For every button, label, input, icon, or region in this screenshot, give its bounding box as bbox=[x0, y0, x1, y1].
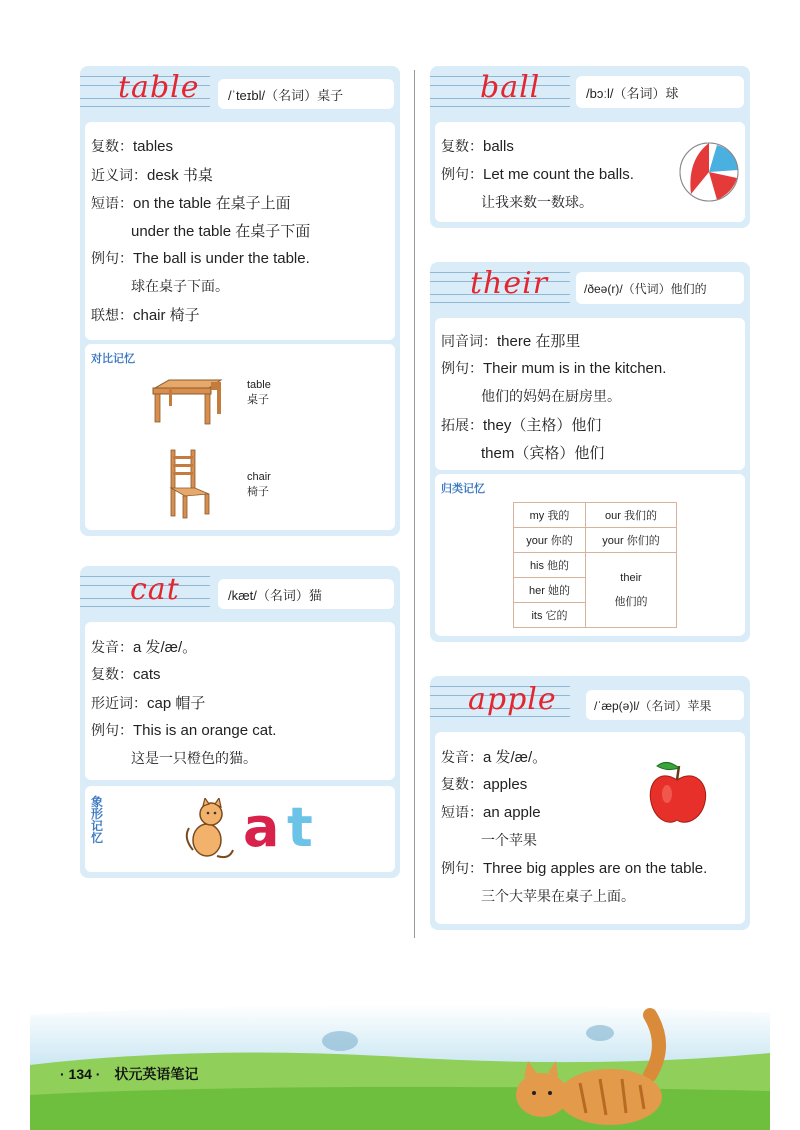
table-cell: your 你的 bbox=[514, 528, 586, 553]
headword: table bbox=[118, 70, 200, 105]
note-line: 拓展：they（主格）他们 bbox=[441, 417, 602, 434]
note-line: 一个苹果 bbox=[481, 833, 537, 849]
note-line: 三个大苹果在桌子上面。 bbox=[481, 889, 635, 905]
table-cell: our 我们的 bbox=[586, 503, 677, 528]
notes-panel bbox=[85, 122, 395, 340]
note-line: 复数：apples bbox=[441, 776, 528, 793]
memory-title: 归类记忆 bbox=[441, 483, 485, 495]
note-line: 短语：an apple bbox=[441, 804, 541, 821]
pronoun-table bbox=[513, 502, 677, 628]
note-line: 让我来数一数球。 bbox=[481, 195, 593, 211]
note-line: 他们的妈妈在厨房里。 bbox=[481, 389, 621, 405]
note-line: 例句：Their mum is in the kitchen. bbox=[441, 360, 667, 377]
pronunciation-box: /bɔːl/（名词）球 bbox=[576, 76, 744, 108]
pronunciation-box: /ˈæp(ə)l/（名词）苹果 bbox=[586, 690, 744, 720]
note-line: 发音：a 发/æ/。 bbox=[441, 749, 548, 766]
memory-title: 对比记忆 bbox=[91, 353, 135, 365]
pronunciation-box: /ðeə(r)/（代词）他们的 bbox=[576, 272, 744, 304]
vocab-card-cat bbox=[80, 566, 400, 878]
table-cell: its 它的 bbox=[514, 603, 586, 628]
memory-panel bbox=[85, 344, 395, 530]
headword: their bbox=[470, 266, 549, 301]
note-line: under the table 在桌子下面 bbox=[131, 223, 311, 240]
table-cell: his 他的 bbox=[514, 553, 586, 578]
note-line: 例句：Let me count the balls. bbox=[441, 166, 634, 183]
vocab-card-table bbox=[80, 66, 400, 536]
note-line: 联想：chair 椅子 bbox=[91, 307, 200, 324]
notes-panel bbox=[435, 732, 745, 924]
table-cell-merged: their 他们的 bbox=[586, 553, 677, 628]
apple-icon bbox=[645, 758, 709, 828]
table-cell: her 她的 bbox=[514, 578, 586, 603]
page-number: · 134 · bbox=[60, 1066, 101, 1082]
notes-panel bbox=[85, 622, 395, 780]
memory-panel bbox=[85, 786, 395, 872]
pronunciation-box: /ˈteɪbl/（名词）桌子 bbox=[218, 79, 394, 109]
note-line: 近义词：desk 书桌 bbox=[91, 167, 213, 184]
note-line: 形近词：cap 帽子 bbox=[91, 695, 206, 712]
letter-t: t bbox=[287, 796, 313, 859]
note-line: 短语：on the table 在桌子上面 bbox=[91, 195, 291, 212]
note-line: 复数：balls bbox=[441, 138, 514, 155]
notes-panel bbox=[435, 318, 745, 470]
note-line: 复数：cats bbox=[91, 666, 161, 683]
chair-picture bbox=[161, 448, 217, 520]
headword: cat bbox=[130, 572, 180, 607]
table-cell: my 我的 bbox=[514, 503, 586, 528]
cat-drawing-icon bbox=[181, 798, 237, 862]
page-footer bbox=[60, 1064, 198, 1084]
grass-background bbox=[0, 995, 800, 1130]
vocab-card-ball bbox=[430, 66, 750, 228]
note-line: 例句：This is an orange cat. bbox=[91, 722, 277, 739]
memory-panel bbox=[435, 474, 745, 636]
vocab-card-their bbox=[430, 262, 750, 642]
book-title: 状元英语笔记 bbox=[114, 1066, 199, 1082]
pic-label: table 桌子 bbox=[247, 379, 271, 406]
headword: ball bbox=[480, 70, 541, 105]
note-line: 发音：a 发/æ/。 bbox=[91, 639, 198, 656]
memory-title: 象 形 记 忆 bbox=[91, 795, 104, 845]
beach-ball-icon bbox=[677, 140, 741, 204]
note-line: 同音词：there 在那里 bbox=[441, 333, 581, 350]
note-line: them（宾格）他们 bbox=[481, 445, 605, 462]
headword: apple bbox=[468, 682, 557, 717]
pic-label: chair 椅子 bbox=[247, 471, 271, 498]
note-line: 复数：tables bbox=[91, 138, 174, 155]
letter-a: a bbox=[243, 796, 280, 859]
notes-panel bbox=[435, 122, 745, 222]
table-picture bbox=[147, 372, 227, 432]
pronunciation-box: /kæt/（名词）猫 bbox=[218, 579, 394, 609]
kitten-picture bbox=[500, 1005, 670, 1130]
table-cell: your 你们的 bbox=[586, 528, 677, 553]
note-line: 例句：The ball is under the table. bbox=[91, 250, 310, 267]
note-line: 这是一只橙色的猫。 bbox=[131, 751, 257, 767]
note-line: 例句：Three big apples are on the table. bbox=[441, 860, 708, 877]
vocab-card-apple bbox=[430, 676, 750, 930]
note-line: 球在桌子下面。 bbox=[131, 279, 229, 295]
column-divider bbox=[414, 70, 415, 938]
